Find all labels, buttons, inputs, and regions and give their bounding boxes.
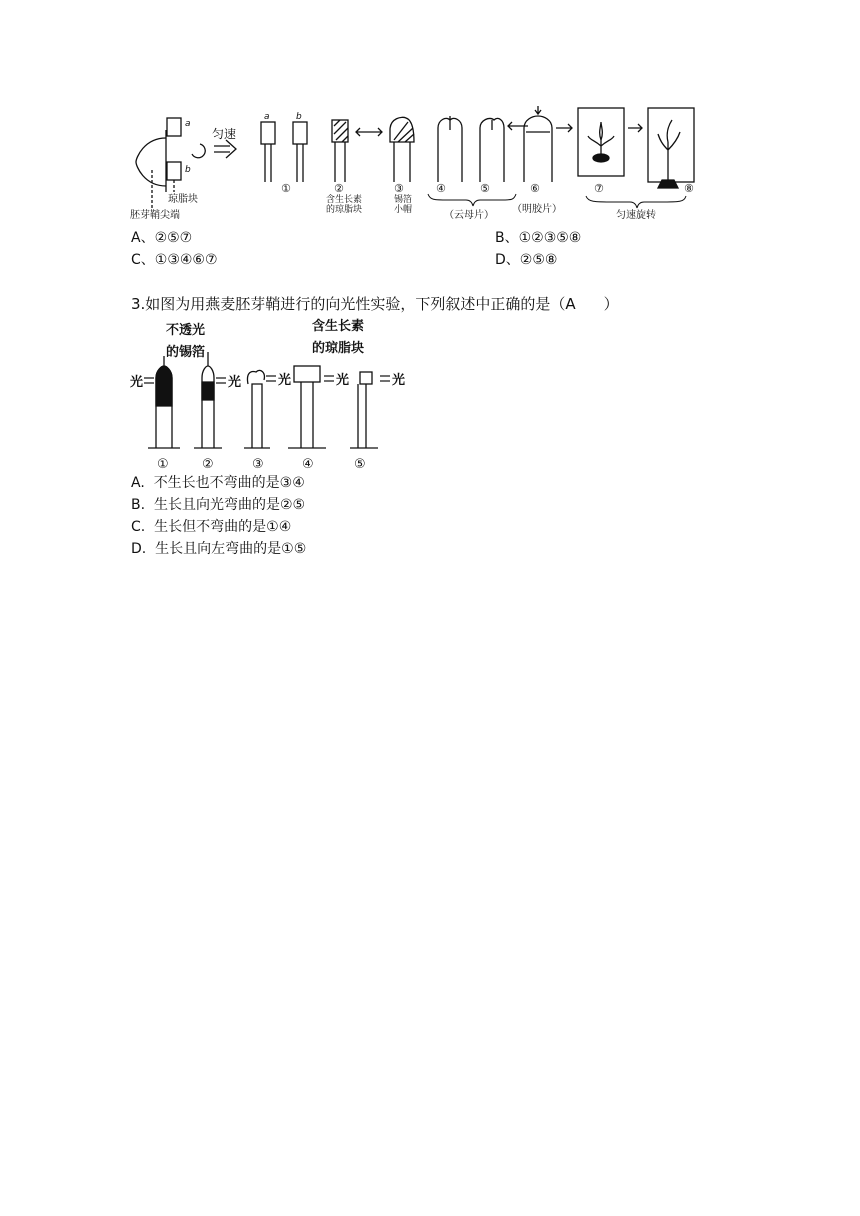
q3-stem-prefix: 3.如图为用燕麦胚芽鞘进行的向光性实验，下列叙述中正确的是（ (131, 295, 566, 313)
label-mica: （云母片） (444, 210, 494, 221)
fig2-num-4: ④ (436, 182, 446, 195)
q3-num-3: ③ (252, 457, 264, 472)
label-a: a (185, 119, 191, 129)
label-b2: b (296, 112, 302, 122)
fig2-cap3-1: 锡箔 (394, 195, 413, 205)
label-tip: 胚芽鞘尖端 (130, 210, 180, 221)
coleoptile-tip-shape (136, 138, 166, 186)
fig2-cap2-2: 的琼脂块 (326, 205, 363, 215)
label-rotate: 匀速 (212, 127, 237, 141)
label-gelatin: （明胶片） (512, 204, 562, 215)
q3-option-b (131, 496, 305, 514)
label-a2: a (264, 112, 270, 122)
q3-agar-label-1: 含生长素 (312, 319, 365, 334)
q3-option-b-letter: B. (131, 497, 146, 513)
q3-option-b-text: 生长且向光弯曲的是②⑤ (153, 497, 306, 513)
q3-option-d-text: 生长且向左弯曲的是①⑤ (155, 541, 307, 557)
label-rotate2: 匀速旋转 (616, 210, 656, 221)
q3-light-3: 光 (278, 373, 292, 388)
agar-block-b (167, 162, 181, 180)
label-agar: 琼脂块 (168, 194, 198, 205)
q2-figure (128, 100, 708, 228)
q2-option-d: D、②⑤⑧ (495, 252, 558, 268)
q2-option-c: C、①③④⑥⑦ (131, 252, 218, 268)
fig2-cap2-1: 含生长素 (326, 195, 363, 205)
fig2-num-7: ⑦ (594, 182, 604, 195)
fig2-num-5: ⑤ (480, 182, 490, 195)
q3-stem (131, 294, 619, 314)
fig2-num-8: ⑧ (684, 182, 694, 195)
q3-num-2: ② (202, 457, 214, 472)
q2-option-a: A、②⑤⑦ (131, 230, 193, 246)
fig2-num-1: ① (281, 182, 291, 195)
q3-option-a-letter: A. (131, 475, 145, 491)
q3-stem-suffix: ） (603, 295, 619, 313)
q3-option-d (131, 540, 306, 558)
q3-option-c-letter: C. (131, 519, 146, 535)
q3-foil-label-2: 的锡箔 (166, 345, 206, 360)
q3-light-4: 光 (336, 373, 350, 388)
q3-option-a (131, 474, 305, 492)
q3-num-1: ① (157, 457, 169, 472)
q3-num-4: ④ (302, 457, 314, 472)
fig2-num-2: ② (334, 182, 344, 195)
q3-num-5: ⑤ (354, 457, 366, 472)
q3-agar-label-2: 的琼脂块 (312, 341, 365, 356)
agar-block-a (167, 118, 181, 136)
q3-option-d-letter: D. (131, 541, 147, 557)
q3-foil-label-1: 不透光 (166, 323, 206, 338)
q3-light-1: 光 (130, 375, 144, 390)
fig2-cap3-2: 小帽 (394, 205, 413, 215)
q3-answer: A (565, 295, 576, 313)
q3-option-c-text: 生长但不弯曲的是①④ (154, 519, 292, 535)
q2-option-b: B、①②③⑤⑧ (495, 230, 582, 246)
q3-option-a-text: 不生长也不弯曲的是③④ (153, 475, 305, 491)
q3-light-2: 光 (228, 375, 242, 390)
q3-light-5: 光 (392, 373, 406, 388)
q3-option-c (131, 518, 291, 536)
fig2-num-3: ③ (394, 182, 404, 195)
label-b: b (185, 165, 191, 175)
fig2-num-6: ⑥ (530, 182, 540, 195)
q3-figure (128, 316, 418, 472)
